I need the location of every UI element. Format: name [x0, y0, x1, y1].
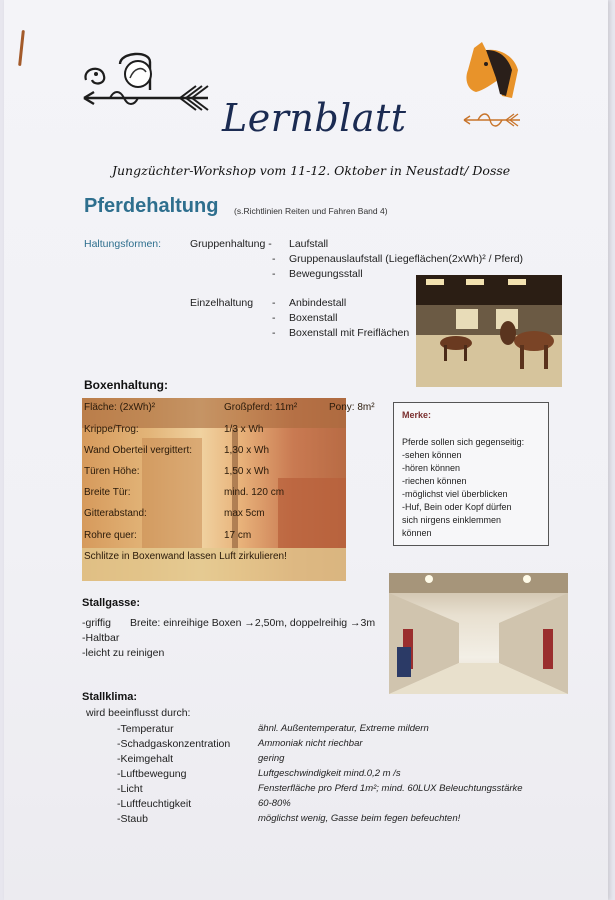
workshop-subtitle: Jungzüchter-Workshop vom 11-12. Oktober in Neustadt/ Dosse	[112, 163, 511, 178]
stallgasse-property: -griffig	[82, 617, 111, 629]
stallklima-heading: Stallklima:	[82, 691, 138, 703]
klima-factor: -Staub	[117, 813, 148, 825]
pen-mark	[18, 30, 25, 66]
gruppenhaltung-item: Bewegungsstall	[289, 268, 363, 280]
box-spec-label: Rohre quer:	[84, 530, 137, 541]
bullet-dash: -	[272, 297, 276, 309]
merke-line: -möglichst viel überblicken	[402, 489, 508, 499]
einzelhaltung-label: Einzelhaltung	[190, 297, 254, 309]
box-spec-value: mind. 120 cm	[224, 487, 285, 498]
klima-factor: -Luftfeuchtigkeit	[117, 798, 192, 810]
box-spec-label: Krippe/Trog:	[84, 424, 139, 435]
klima-factor: -Temperatur	[117, 723, 174, 735]
box-spec-value: 17 cm	[224, 530, 252, 541]
box-spec-value: 1,50 x Wh	[224, 466, 270, 477]
klima-note: Ammoniak nicht riechbar	[258, 738, 363, 749]
box-spec-value: 1/3 x Wh	[224, 424, 264, 435]
box-spec-label: Türen Höhe:	[84, 466, 140, 477]
merke-line: -riechen können	[402, 476, 467, 486]
klima-factor: -Luftbewegung	[117, 768, 187, 780]
horse-head-logo-icon	[456, 40, 528, 130]
stallgasse-property: -leicht zu reinigen	[82, 647, 165, 659]
box-spec-value: Großpferd: 11m²	[224, 402, 298, 413]
merke-box	[393, 402, 549, 546]
box-spec-label: Fläche: (2xWh)²	[84, 402, 156, 413]
klima-factor: -Keimgehalt	[117, 753, 174, 765]
laufstall-photo	[416, 275, 562, 387]
merke-title: Merke:	[402, 410, 432, 420]
merke-line: Pferde sollen sich gegenseitig:	[402, 437, 525, 447]
bullet-dash: -	[272, 312, 276, 324]
gruppenhaltung-label: Gruppenhaltung -	[190, 238, 272, 250]
klima-note: gering	[258, 753, 285, 764]
gruppenhaltung-item: Gruppenauslaufstall (Liegeflächen(2xWh)² / Pferd)	[289, 253, 524, 265]
stallklima-intro: wird beeinflusst durch:	[86, 707, 191, 719]
heading-reference-note: (s.Richtlinien Reiten und Fahren Band 4)	[234, 206, 388, 216]
einzelhaltung-item: Boxenstall mit Freiflächen	[289, 327, 410, 339]
merke-line: -hören können	[402, 463, 461, 473]
stallgasse-heading: Stallgasse:	[82, 597, 141, 609]
box-spec-footer: Schlitze in Boxenwand lassen Luft zirkulieren!	[84, 551, 287, 562]
box-spec-value: 1,30 x Wh	[224, 445, 270, 456]
klima-note: ähnl. Außentemperatur, Extreme mildern	[258, 723, 429, 734]
merke-line: -Huf, Bein oder Kopf dürfen	[402, 502, 512, 512]
klima-factor: -Licht	[117, 783, 143, 795]
einzelhaltung-item: Anbindestall	[289, 297, 347, 309]
haltungsformen-label: Haltungsformen:	[84, 238, 162, 250]
klima-note: Fensterfläche pro Pferd 1m²; mind. 60LUX Beleuchtungsstärke	[258, 783, 523, 794]
klima-note: möglichst wenig, Gasse beim fegen befeuchten!	[258, 813, 461, 824]
bullet-dash: -	[272, 253, 276, 265]
stallgasse-width: Breite: einreihige Boxen →2,50m, doppelreihig →3m	[130, 617, 376, 629]
klima-factor: -Schadgaskonzentration	[117, 738, 231, 750]
bullet-dash: -	[272, 327, 276, 339]
box-spec-value: max 5cm	[224, 508, 265, 519]
bullet-dash: -	[272, 268, 276, 280]
merke-line: können	[402, 528, 432, 538]
stallgasse-photo	[389, 573, 568, 694]
stallgasse-property: -Haltbar	[82, 632, 120, 644]
worksheet-page	[4, 0, 608, 900]
boxenhaltung-heading: Boxenhaltung:	[84, 378, 168, 392]
merke-line: sich nirgens einklemmen	[402, 515, 502, 525]
box-spec-label: Wand Oberteil vergittert:	[84, 445, 193, 456]
gruppenhaltung-item: Laufstall	[289, 238, 329, 250]
section-heading: Pferdehaltung	[84, 195, 219, 217]
einzelhaltung-item: Boxenstall	[289, 312, 338, 324]
page-title: Lernblatt	[222, 96, 407, 140]
klima-note: 60-80%	[258, 798, 291, 809]
box-spec-extra: Pony: 8m²	[329, 402, 375, 413]
box-spec-label: Gitterabstand:	[84, 508, 147, 519]
left-logo-icon	[80, 50, 220, 120]
box-spec-label: Breite Tür:	[84, 487, 131, 498]
klima-note: Luftgeschwindigkeit mind.0,2 m /s	[258, 768, 401, 779]
merke-line: -sehen können	[402, 450, 462, 460]
